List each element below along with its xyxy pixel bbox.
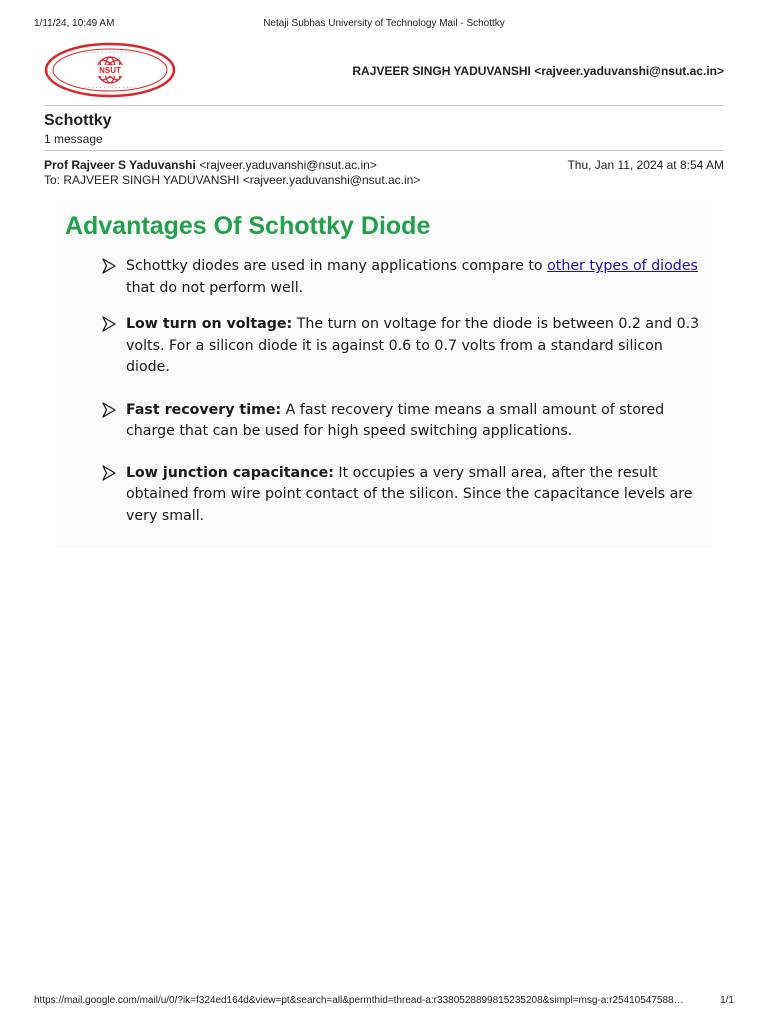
bullet-text: The turn on voltage for the diode is between 0.2 and 0.3 volts. For a silicon diode it is against 0.6 to 0.7 volts from a standard silicon diode. (126, 316, 700, 375)
subject-divider (44, 150, 724, 151)
slide-title: Advantages Of Schottky Diode (65, 212, 431, 240)
bullet-label: Low turn on voltage: (126, 316, 293, 332)
bullet-text: A fast recovery time means a small amount of stored charge that can be used for high speed switching applications. (126, 401, 665, 439)
arrow-bullet-icon (102, 258, 116, 274)
bullet-item (102, 314, 702, 379)
message-recipient: To: RAJVEER SINGH YADUVANSHI <rajveer.yaduvanshi@nsut.ac.in> (44, 173, 421, 187)
page-number: 1/1 (720, 995, 734, 1006)
bullet-label: Low junction capacitance: (126, 464, 334, 481)
arrow-bullet-icon (102, 316, 116, 332)
arrow-bullet-icon (102, 402, 116, 418)
message-sender (44, 158, 377, 172)
bullet-list (102, 256, 702, 527)
sender-email: <rajveer.yaduvanshi@nsut.ac.in> (199, 158, 377, 172)
bullet-text: that do not perform well. (126, 279, 304, 296)
message-date: Thu, Jan 11, 2024 at 8:54 AM (567, 158, 724, 172)
bullet-item (102, 463, 702, 528)
thread-subject: Schottky (44, 112, 112, 129)
svg-text:· · · · · · · · · · · · · ·: · · · · · · · · · · · · · · (84, 85, 136, 92)
arrow-bullet-icon (102, 465, 116, 481)
header-divider (44, 105, 724, 106)
bullet-item (102, 400, 702, 443)
logo-text: NSUT (99, 66, 121, 75)
print-page-title: Netaji Subhas University of Technology Mail - Schottky (263, 18, 505, 29)
nsut-logo-icon (44, 42, 176, 98)
bullet-item (102, 256, 702, 299)
sender-name: Prof Rajveer S Yaduvanshi (44, 158, 196, 172)
slide-image (56, 200, 712, 548)
print-url: https://mail.google.com/mail/u/0/?ik=f324ed164d&view=pt&search=all&permthid=thread-a:r3380528899815235208&simpl=msg-a:r25410547588… (34, 995, 684, 1006)
bullet-label: Fast recovery time: (126, 401, 282, 418)
other-diode-types-link[interactable]: other types of diodes (547, 258, 698, 274)
message-count: 1 message (44, 132, 103, 146)
svg-text:· · · · · · · · · · · · ·: · · · · · · · · · · · · · (86, 50, 134, 57)
bullet-text: It occupies a very small area, after the result obtained from wire point contact of the silicon. Since the capacitance levels are very small. (126, 464, 693, 524)
print-timestamp: 1/11/24, 10:49 AM (34, 18, 115, 29)
account-label: RAJVEER SINGH YADUVANSHI <rajveer.yaduvanshi@nsut.ac.in> (352, 64, 724, 78)
bullet-text: Schottky diodes are used in many applications compare to (126, 258, 548, 274)
